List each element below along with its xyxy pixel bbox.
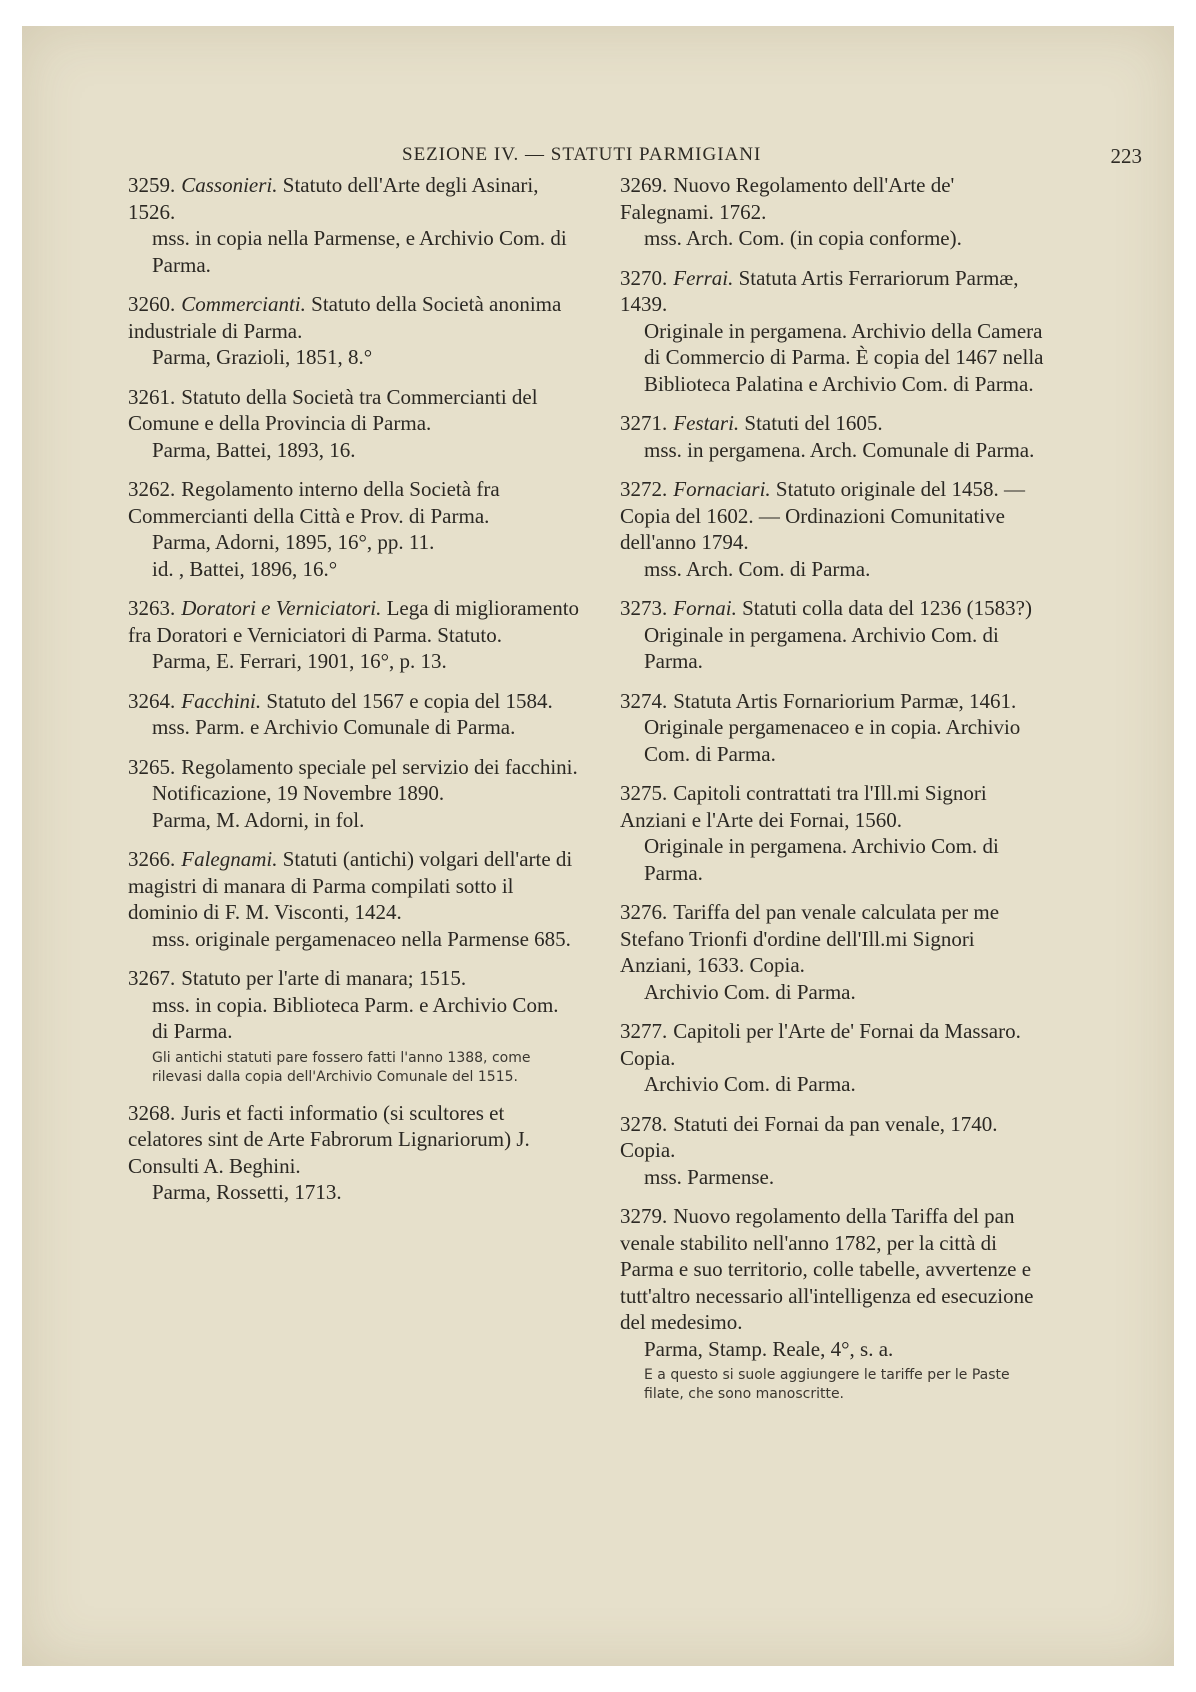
entry-number: 3267. (128, 966, 176, 990)
entry-text: Tariffa del pan venale calculata per me Stefano Trionfi d'ordine dell'Ill.mi Signori Anziani, 1633. Copia. (620, 900, 1000, 977)
entry-heading (620, 688, 1050, 715)
entry-heading (620, 899, 1050, 979)
entry-text: Statuti del 1605. (744, 411, 883, 435)
entry-heading (620, 172, 1050, 225)
entry-heading (620, 780, 1050, 833)
entry-text: Statuto per l'arte di manara; 1515. (181, 966, 467, 990)
entry-keyword: Cassonieri. (181, 173, 278, 197)
entry-number: 3265. (128, 754, 176, 779)
entry-keyword: Fornai. (673, 596, 737, 620)
catalog-entry (620, 1111, 1050, 1191)
catalog-entry (620, 476, 1050, 582)
entry-text: Regolamento interno della Società fra Commercianti della Città e Prov. di Parma. (128, 477, 500, 528)
entry-detail: Archivio Com. di Parma. (644, 979, 856, 1004)
entry-detail: Parma, Adorni, 1895, 16°, pp. 11. (152, 530, 435, 554)
catalog-entry (128, 291, 580, 371)
catalog-entry (620, 595, 1050, 675)
catalog-entry (620, 899, 1050, 1005)
catalog-entry (128, 595, 580, 675)
entry-number: 3279. (620, 1204, 668, 1228)
entry-number: 3278. (620, 1111, 668, 1136)
entry-text: Nuovo regolamento della Tariffa del pan venale stabilito nell'anno 1782, per la città di Parma e suo territorio, colle tabelle, avvertenze e tutt'altro necessario all'intelligenza ed esecuzione del medesimo. (620, 1204, 1034, 1334)
entry-number: 3262. (128, 477, 176, 501)
entry-number: 3264. (128, 688, 176, 713)
entry-heading (128, 846, 580, 926)
catalog-entry (128, 476, 580, 582)
entry-heading (620, 1203, 1050, 1336)
entry-detail: mss. in copia nella Parmense, e Archivio Com. di Parma. (152, 226, 567, 277)
entry-text: Regolamento speciale pel servizio dei facchini. (181, 754, 578, 779)
entry-number: 3270. (620, 265, 668, 290)
entry-number: 3260. (128, 292, 176, 316)
catalog-entry (620, 172, 1050, 252)
entry-heading (128, 754, 580, 781)
entry-detail: mss. Parmense. (644, 1164, 775, 1189)
entry-heading (128, 172, 580, 225)
entry-detail: mss. Arch. Com. di Parma. (644, 556, 871, 581)
entry-number: 3269. (620, 173, 668, 197)
entry-detail: Parma, Rossetti, 1713. (152, 1180, 342, 1204)
entry-number: 3266. (128, 847, 176, 871)
entry-text: Nuovo Regolamento dell'Arte de' Falegnami. 1762. (620, 173, 955, 224)
catalog-entry (128, 754, 580, 834)
entry-text: Capitoli per l'Arte de' Fornai da Massaro. Copia. (620, 1019, 1021, 1070)
entry-number: 3261. (128, 384, 176, 409)
entry-heading (128, 688, 580, 715)
entry-text: Statuti colla data del 1236 (1583?) (742, 596, 1032, 620)
entry-detail: Originale in pergamena. Archivio Com. di Parma. (644, 834, 999, 885)
entry-heading (620, 595, 1050, 622)
entry-keyword: Doratori e Verniciatori. (181, 596, 382, 620)
entry-detail: mss. in pergamena. Arch. Comunale di Parma. (644, 437, 1035, 462)
entry-heading (620, 1111, 1050, 1164)
catalog-entry (620, 1203, 1050, 1404)
entry-text: Statuto della Società tra Commercianti del Comune e della Provincia di Parma. (128, 384, 538, 435)
entry-text: Statuta Artis Fornariorium Parmæ, 1461. (673, 688, 1017, 713)
entry-text: Statuta Artis Ferrariorum Parmæ, 1439. (620, 265, 1019, 316)
entry-heading (128, 965, 580, 992)
entry-detail: Parma, E. Ferrari, 1901, 16°, p. 13. (152, 649, 447, 673)
entry-heading (620, 410, 1050, 437)
entry-keyword: Commercianti. (181, 292, 306, 316)
entry-text: Statuto della Società anonima industriale di Parma. (128, 292, 562, 343)
entry-detail: mss. Parm. e Archivio Comunale di Parma. (152, 715, 516, 739)
entry-text: Statuti (antichi) volgari dell'arte di magistri di manara di Parma compilati sotto il dominio di F. M. Visconti, 1424. (128, 847, 573, 924)
entry-text: Statuto dell'Arte degli Asinari, 1526. (128, 173, 539, 224)
entry-number: 3259. (128, 173, 176, 197)
entry-detail: mss. in copia. Biblioteca Parm. e Archivio Com. di Parma. (152, 992, 559, 1043)
entry-text: Lega di miglioramento fra Doratori e Verniciatori di Parma. Statuto. (128, 596, 580, 647)
entry-number: 3271. (620, 411, 668, 435)
entry-number: 3275. (620, 781, 668, 805)
entry-number: 3268. (128, 1100, 176, 1125)
catalog-entry (128, 965, 580, 1087)
catalog-entry (128, 172, 580, 278)
entry-detail: Parma, Grazioli, 1851, 8.° (152, 345, 373, 369)
entry-keyword: Falegnami. (181, 847, 278, 871)
entry-detail: id. , Battei, 1896, 16.° (152, 556, 338, 581)
entry-detail: mss. Arch. Com. (in copia conforme). (644, 226, 962, 250)
entry-heading (128, 384, 580, 437)
page-number: 223 (1110, 144, 1142, 168)
entry-keyword: Facchini. (181, 688, 262, 713)
catalog-entry (128, 384, 580, 464)
entry-keyword: Fornaciari. (673, 477, 771, 501)
catalog-entry (620, 1018, 1050, 1098)
entry-number: 3276. (620, 900, 668, 924)
entry-keyword: Ferrai. (673, 265, 734, 290)
entry-heading (620, 476, 1050, 556)
entry-heading (128, 595, 580, 648)
entry-detail: Originale in pergamena. Archivio Com. di Parma. (644, 622, 999, 673)
catalog-entry (128, 1100, 580, 1206)
entry-detail: Parma, M. Adorni, in fol. (152, 807, 365, 832)
right-column (620, 172, 1050, 1417)
entry-detail: mss. originale pergamenaceo nella Parmense 685. (152, 926, 571, 951)
entry-heading (620, 1018, 1050, 1071)
entry-detail: Parma, Battei, 1893, 16. (152, 437, 356, 462)
entry-number: 3263. (128, 596, 176, 620)
entry-heading (128, 291, 580, 344)
entry-detail: Notificazione, 19 Novembre 1890. (152, 781, 445, 805)
catalog-entry (620, 780, 1050, 886)
entry-keyword: Festari. (673, 411, 740, 435)
left-column (128, 172, 580, 1219)
entry-text: Capitoli contrattati tra l'Ill.mi Signori Anziani e l'Arte dei Fornai, 1560. (620, 781, 987, 832)
catalog-entry (128, 688, 580, 741)
entry-detail: Originale pergamenaceo e in copia. Archivio Com. di Parma. (644, 715, 1021, 766)
entry-detail: Parma, Stamp. Reale, 4°, s. a. (644, 1336, 894, 1361)
entry-detail: Archivio Com. di Parma. (644, 1072, 856, 1096)
entry-number: 3273. (620, 596, 668, 620)
catalog-entry (620, 410, 1050, 463)
entry-heading (128, 1100, 580, 1180)
entry-text: Juris et facti informatio (si scultores et celatores sint de Arte Fabrorum Lignariorum) J. Consulti A. Beghini. (128, 1100, 530, 1178)
entry-heading (620, 265, 1050, 318)
entry-text: Statuti dei Fornai da pan venale, 1740. Copia. (620, 1111, 998, 1162)
entry-text: Statuto originale del 1458. — Copia del 1602. — Ordinazioni Comunitative dell'anno 1794. (620, 477, 1025, 554)
entry-text: Statuto del 1567 e copia del 1584. (266, 688, 553, 713)
entry-note: Gli antichi statuti pare fossero fatti l'anno 1388, come rilevasi dalla copia dell'Archivio Comunale del 1515. (152, 1049, 531, 1085)
catalog-entry (128, 846, 580, 952)
catalog-entry (620, 688, 1050, 768)
entry-number: 3274. (620, 688, 668, 713)
entry-note: E a questo si suole aggiungere le tariffe per le Paste filate, che sono manoscritte. (644, 1367, 1010, 1402)
section-title: SEZIONE IV. — STATUTI PARMIGIANI (402, 144, 762, 165)
entry-heading (128, 476, 580, 529)
entry-detail: Originale in pergamena. Archivio della Camera di Commercio di Parma. È copia del 1467 nella Biblioteca Palatina e Archivio Com. di Parma. (644, 318, 1044, 396)
entry-number: 3277. (620, 1019, 668, 1043)
catalog-entry (620, 265, 1050, 398)
entry-number: 3272. (620, 477, 668, 501)
